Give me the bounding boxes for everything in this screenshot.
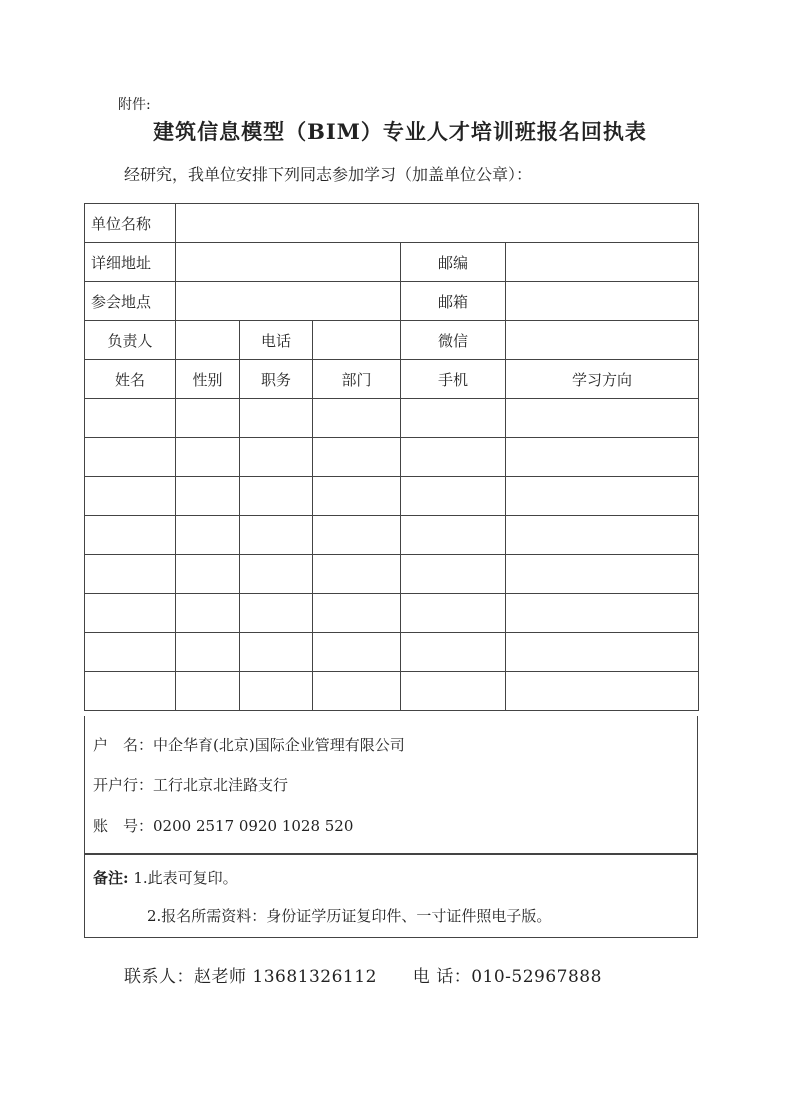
department-cell[interactable] [313, 516, 401, 555]
col-header-department: 部门 [313, 360, 401, 399]
department-cell[interactable] [313, 399, 401, 438]
department-cell[interactable] [313, 438, 401, 477]
column-header-row [85, 360, 699, 399]
name-cell[interactable] [85, 438, 176, 477]
study-direction-cell[interactable] [506, 555, 699, 594]
participant-row [85, 399, 699, 438]
position-cell[interactable] [240, 438, 313, 477]
position-cell[interactable] [240, 477, 313, 516]
name-cell[interactable] [85, 555, 176, 594]
notes-label: 备注: [93, 869, 129, 887]
col-header-position: 职务 [240, 360, 313, 399]
name-cell[interactable] [85, 633, 176, 672]
gender-cell[interactable] [176, 516, 240, 555]
mobile-cell[interactable] [401, 477, 506, 516]
name-cell[interactable] [85, 399, 176, 438]
note-2: 2.报名所需资料：身份证学历证复印件、一寸证件照电子版。 [147, 907, 552, 925]
participant-row [85, 516, 699, 555]
position-cell[interactable] [240, 516, 313, 555]
department-cell[interactable] [313, 672, 401, 711]
postcode-field[interactable] [506, 243, 699, 282]
gender-cell[interactable] [176, 399, 240, 438]
study-direction-cell[interactable] [506, 399, 699, 438]
contact-person-row [85, 321, 699, 360]
unit-name-field[interactable] [176, 204, 699, 243]
contact-person-field[interactable] [176, 321, 240, 360]
study-direction-cell[interactable] [506, 633, 699, 672]
form-title: 建筑信息模型（BIM）专业人才培训班报名回执表 [153, 119, 647, 144]
registration-table [84, 203, 699, 711]
email-label: 邮箱 [401, 282, 506, 321]
contact-person-label: 负责人 [85, 321, 176, 360]
gender-cell[interactable] [176, 555, 240, 594]
account-number: 账 号：0200 2517 0920 1028 520 [93, 817, 354, 835]
name-cell[interactable] [85, 594, 176, 633]
position-cell[interactable] [240, 633, 313, 672]
participant-row [85, 477, 699, 516]
note-1: 1.此表可复印。 [128, 869, 238, 887]
unit-name-label: 单位名称 [85, 204, 176, 243]
col-header-mobile: 手机 [401, 360, 506, 399]
department-cell[interactable] [313, 594, 401, 633]
col-header-study-direction: 学习方向 [506, 360, 699, 399]
name-cell[interactable] [85, 672, 176, 711]
venue-label: 参会地点 [85, 282, 176, 321]
footer-contact [124, 962, 632, 987]
gender-cell[interactable] [176, 672, 240, 711]
col-header-name: 姓名 [85, 360, 176, 399]
phone-field[interactable] [313, 321, 401, 360]
contact-phone: 电 话：010-52967888 [412, 967, 602, 987]
address-row [85, 243, 699, 282]
bank-name: 开户行：工行北京北洼路支行 [93, 776, 289, 794]
wechat-field[interactable] [506, 321, 699, 360]
mobile-cell[interactable] [401, 555, 506, 594]
mobile-cell[interactable] [401, 594, 506, 633]
name-cell[interactable] [85, 477, 176, 516]
account-name: 户 名：中企华育(北京)国际企业管理有限公司 [93, 736, 405, 754]
gender-cell[interactable] [176, 633, 240, 672]
study-direction-cell[interactable] [506, 594, 699, 633]
email-field[interactable] [506, 282, 699, 321]
gender-cell[interactable] [176, 477, 240, 516]
participant-row [85, 594, 699, 633]
note-line-1 [93, 867, 238, 888]
position-cell[interactable] [240, 672, 313, 711]
mobile-cell[interactable] [401, 399, 506, 438]
gender-cell[interactable] [176, 438, 240, 477]
department-cell[interactable] [313, 555, 401, 594]
study-direction-cell[interactable] [506, 516, 699, 555]
study-direction-cell[interactable] [506, 672, 699, 711]
notes-box [84, 854, 698, 938]
unit-name-row [85, 204, 699, 243]
postcode-label: 邮编 [401, 243, 506, 282]
participant-row [85, 438, 699, 477]
mobile-cell[interactable] [401, 516, 506, 555]
address-field[interactable] [176, 243, 401, 282]
phone-label: 电话 [240, 321, 313, 360]
position-cell[interactable] [240, 594, 313, 633]
name-cell[interactable] [85, 516, 176, 555]
address-label: 详细地址 [85, 243, 176, 282]
col-header-gender: 性别 [176, 360, 240, 399]
mobile-cell[interactable] [401, 633, 506, 672]
venue-field[interactable] [176, 282, 401, 321]
department-cell[interactable] [313, 477, 401, 516]
participant-row [85, 633, 699, 672]
mobile-cell[interactable] [401, 438, 506, 477]
venue-row [85, 282, 699, 321]
department-cell[interactable] [313, 633, 401, 672]
intro-text: 经研究，我单位安排下列同志参加学习（加盖单位公章）： [124, 165, 533, 184]
attachment-label: 附件: [118, 97, 151, 113]
mobile-cell[interactable] [401, 672, 506, 711]
gender-cell[interactable] [176, 594, 240, 633]
position-cell[interactable] [240, 399, 313, 438]
participant-row [85, 672, 699, 711]
position-cell[interactable] [240, 555, 313, 594]
bank-info-box [84, 716, 698, 854]
study-direction-cell[interactable] [506, 477, 699, 516]
study-direction-cell[interactable] [506, 438, 699, 477]
wechat-label: 微信 [401, 321, 506, 360]
participant-row [85, 555, 699, 594]
contact-person: 联系人：赵老师 13681326112 [124, 967, 377, 987]
